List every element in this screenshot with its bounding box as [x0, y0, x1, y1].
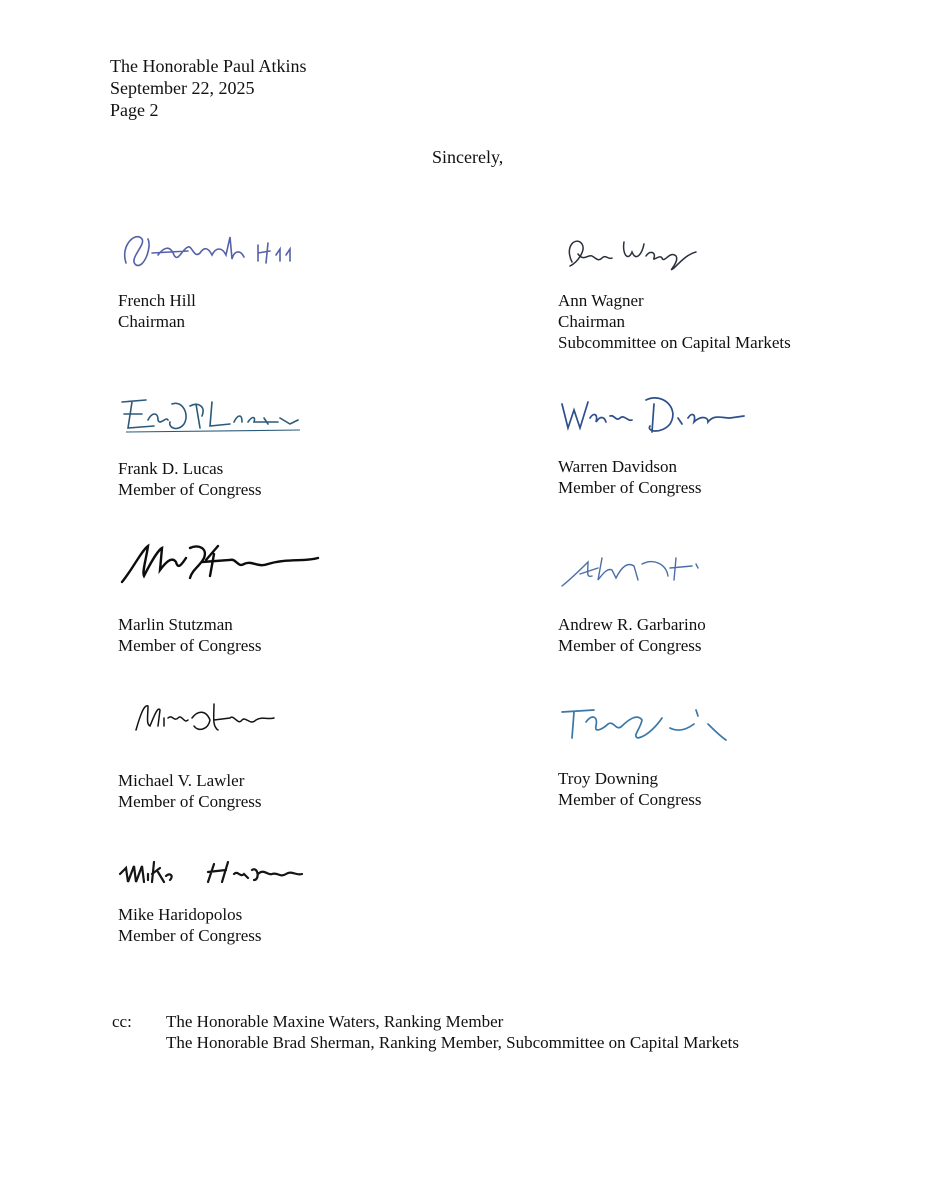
signatory-ann-wagner: [558, 232, 936, 362]
cc-recipient: The Honorable Maxine Waters, Ranking Member: [166, 1012, 504, 1031]
signatory-mike-haridopolos: [118, 852, 498, 962]
signatory-title: Member of Congress: [118, 480, 262, 499]
cc-recipients: [166, 1011, 739, 1053]
signatory-name: Mike Haridopolos: [118, 905, 243, 924]
signatory-marlin-stutzman: [118, 540, 498, 660]
signatory-troy-downing: [558, 702, 936, 812]
signatory-name: Frank D. Lucas: [118, 459, 224, 478]
signatory-name: Troy Downing: [558, 769, 658, 788]
closing-salutation: Sincerely,: [432, 147, 504, 167]
signatory-andrew-garbarino: [558, 550, 936, 660]
signature-andrew-garbarino: [558, 550, 718, 590]
signature-frank-lucas: [118, 394, 308, 438]
signatory-title: Chairman: [558, 312, 626, 331]
signatory-title: Member of Congress: [118, 636, 262, 655]
signature-marlin-stutzman: [118, 540, 328, 590]
signatory-name: Andrew R. Garbarino: [558, 615, 706, 634]
signatory-subtitle: Subcommittee on Capital Markets: [558, 333, 791, 352]
page-number: Page 2: [110, 100, 159, 120]
signatory-name: Marlin Stutzman: [118, 615, 233, 634]
signature-michael-lawler: [118, 696, 288, 744]
signatory-frank-lucas: [118, 394, 498, 504]
recipient-line: The Honorable Paul Atkins: [110, 56, 307, 76]
letter-header: [110, 55, 306, 121]
signatory-name: Warren Davidson: [558, 457, 678, 476]
cc-recipient: The Honorable Brad Sherman, Ranking Member, Subcommittee on Capital Markets: [166, 1033, 739, 1052]
signatory-name: Michael V. Lawler: [118, 771, 245, 790]
signature-ann-wagner: [558, 232, 708, 276]
signatory-title: Member of Congress: [558, 636, 702, 655]
signatory-title: Member of Congress: [118, 926, 262, 945]
signatory-french-hill: [118, 225, 498, 345]
date-line: September 22, 2025: [110, 78, 255, 98]
signatory-warren-davidson: [558, 392, 936, 502]
signatory-title: Chairman: [118, 312, 186, 331]
signatory-michael-lawler: [118, 696, 498, 816]
signature-warren-davidson: [558, 392, 758, 440]
signature-troy-downing: [558, 702, 738, 746]
signature-french-hill: [118, 225, 298, 275]
signature-mike-haridopolos: [118, 852, 318, 892]
signatory-title: Member of Congress: [558, 478, 702, 497]
signatory-title: Member of Congress: [558, 790, 702, 809]
cc-label: cc:: [112, 1012, 132, 1031]
signatory-name: French Hill: [118, 291, 196, 310]
signatory-name: Ann Wagner: [558, 291, 644, 310]
signatory-title: Member of Congress: [118, 792, 262, 811]
